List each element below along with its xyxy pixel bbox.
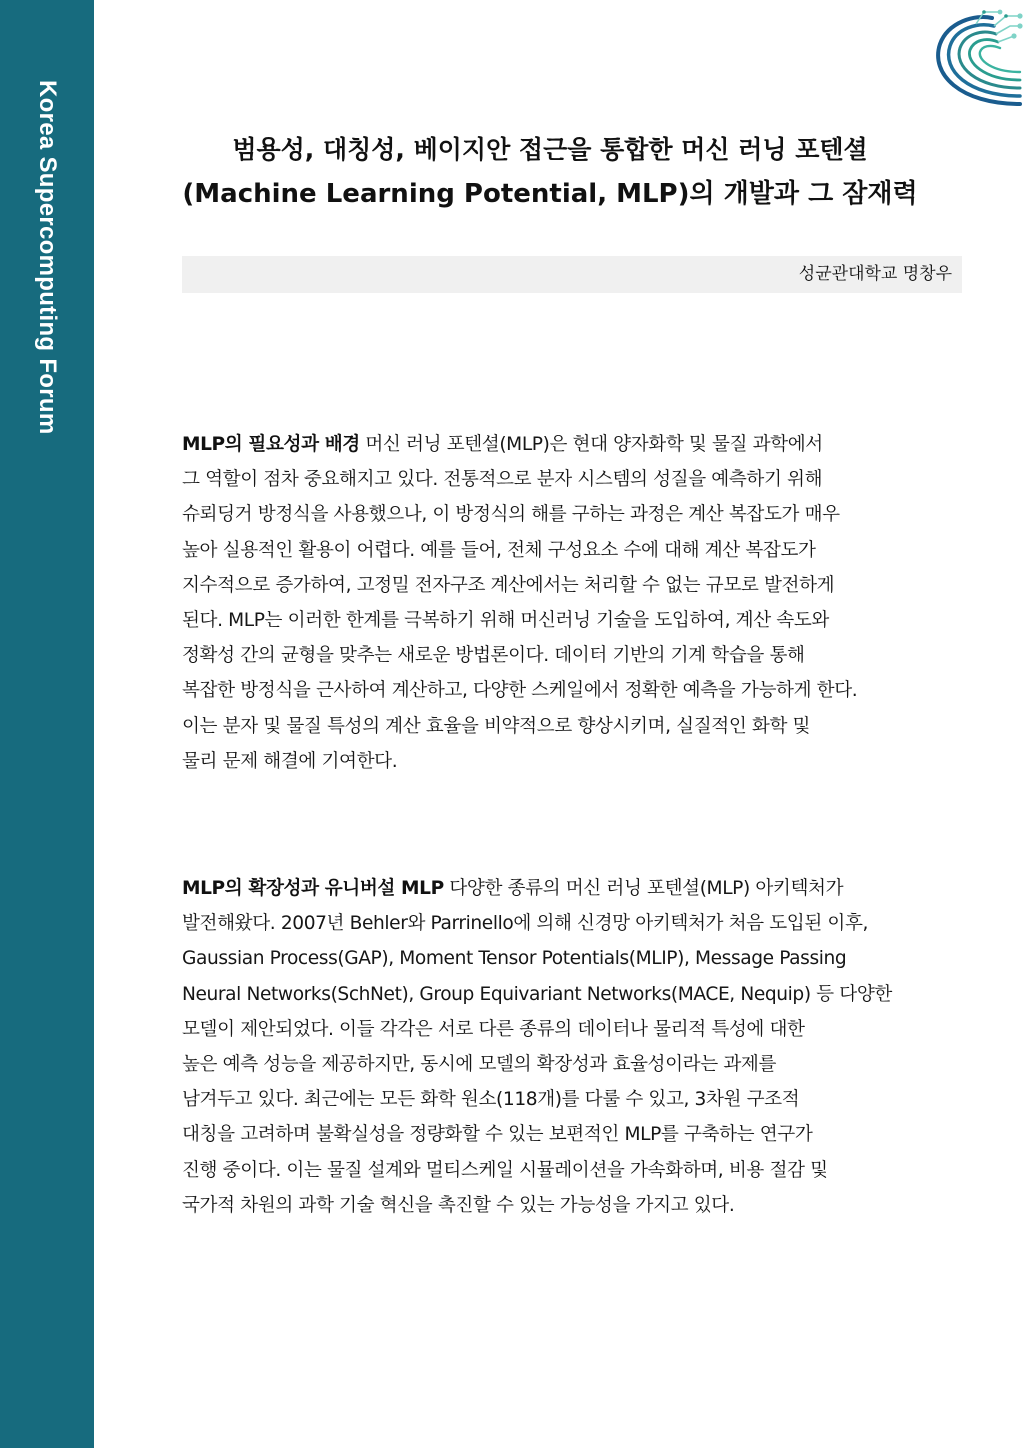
- paragraph-line: 높아 실용적인 활용이 어렵다. 예를 들어, 전체 구성요소 수에 대해 계산 복잡도가: [182, 539, 816, 561]
- paragraph-line: 높은 예측 성능을 제공하지만, 동시에 모델의 확장성과 효율성이라는 과제를: [182, 1054, 777, 1076]
- paragraph-text: 다양한 종류의 머신 러닝 포텐셜(MLP) 아키텍처가: [443, 878, 844, 899]
- paragraph-line: [182, 427, 964, 462]
- paragraph-line: Gaussian Process(GAP), Moment Tensor Potentials(MLIP), Message Passing: [182, 948, 847, 970]
- paragraph-line: 이는 분자 및 물질 특성의 계산 효율을 비약적으로 향상시키며, 실질적인 화학 및: [182, 715, 811, 737]
- paragraph-line: 모델이 제안되었다. 이들 각각은 서로 다른 종류의 데이터나 물리적 특성에 대한: [182, 1018, 805, 1040]
- swirl-lines-logo-icon: [920, 4, 1024, 124]
- section-heading: MLP의 필요성과 배경: [182, 434, 360, 455]
- title-line-2: (Machine Learning Potential, MLP)의 개발과 그 잠재력: [182, 179, 918, 209]
- paragraph-line: 된다. MLP는 이러한 한계를 극복하기 위해 머신러닝 기술을 도입하여, 계산 속도와: [182, 610, 829, 632]
- author-bar: [182, 256, 962, 293]
- document-title: [120, 128, 980, 216]
- section-universal-mlp: [182, 871, 964, 1223]
- sidebar-label: Korea Supercomputing Forum: [34, 80, 61, 435]
- section-heading: MLP의 확장성과 유니버설 MLP: [182, 878, 444, 899]
- paragraph-line: 그 역할이 점차 중요해지고 있다. 전통적으로 분자 시스템의 성질을 예측하기 위해: [182, 469, 823, 491]
- paragraph-text: 머신 러닝 포텐셜(MLP)은 현대 양자화학 및 물질 과학에서: [359, 434, 823, 455]
- paragraph-line: 대칭을 고려하며 불확실성을 정량화할 수 있는 보편적인 MLP를 구축하는 연구가: [182, 1124, 813, 1146]
- paragraph-line: 정확성 간의 균형을 맞추는 새로운 방법론이다. 데이터 기반의 기계 학습을 통해: [182, 645, 805, 667]
- paragraph-line: 지수적으로 증가하여, 고정밀 전자구조 계산에서는 처리할 수 없는 규모로 발전하게: [182, 574, 835, 596]
- paragraph-line: 남겨두고 있다. 최근에는 모든 화학 원소(118개)를 다룰 수 있고, 3차원 구조적: [182, 1089, 800, 1111]
- sidebar-band: [0, 0, 94, 1448]
- paragraph-line: 슈뢰딩거 방정식을 사용했으나, 이 방정식의 해를 구하는 과정은 계산 복잡도가 매우: [182, 504, 840, 526]
- paragraph-line: Neural Networks(SchNet), Group Equivariant Networks(MACE, Nequip) 등 다양한: [182, 983, 892, 1005]
- paragraph-line: 발전해왔다. 2007년 Behler와 Parrinello에 의해 신경망 아키텍처가 처음 도입된 이후,: [182, 913, 869, 935]
- paragraph-line: 물리 문제 해결에 기여한다.: [182, 750, 398, 772]
- paragraph-line: 복잡한 방정식을 근사하여 계산하고, 다양한 스케일에서 정확한 예측을 가능하게 한다.: [182, 680, 858, 702]
- paragraph-line: [182, 871, 964, 906]
- paragraph-line: 진행 중이다. 이는 물질 설계와 멀티스케일 시뮬레이션을 가속화하며, 비용 절감 및: [182, 1159, 828, 1181]
- section-background: [182, 427, 964, 779]
- author-affiliation: 성균관대학교 명창우: [798, 264, 952, 284]
- paragraph-line: 국가적 차원의 과학 기술 혁신을 촉진할 수 있는 가능성을 가지고 있다.: [182, 1194, 735, 1216]
- title-line-1: 범용성, 대칭성, 베이지안 접근을 통합한 머신 러닝 포텐셜: [232, 135, 868, 164]
